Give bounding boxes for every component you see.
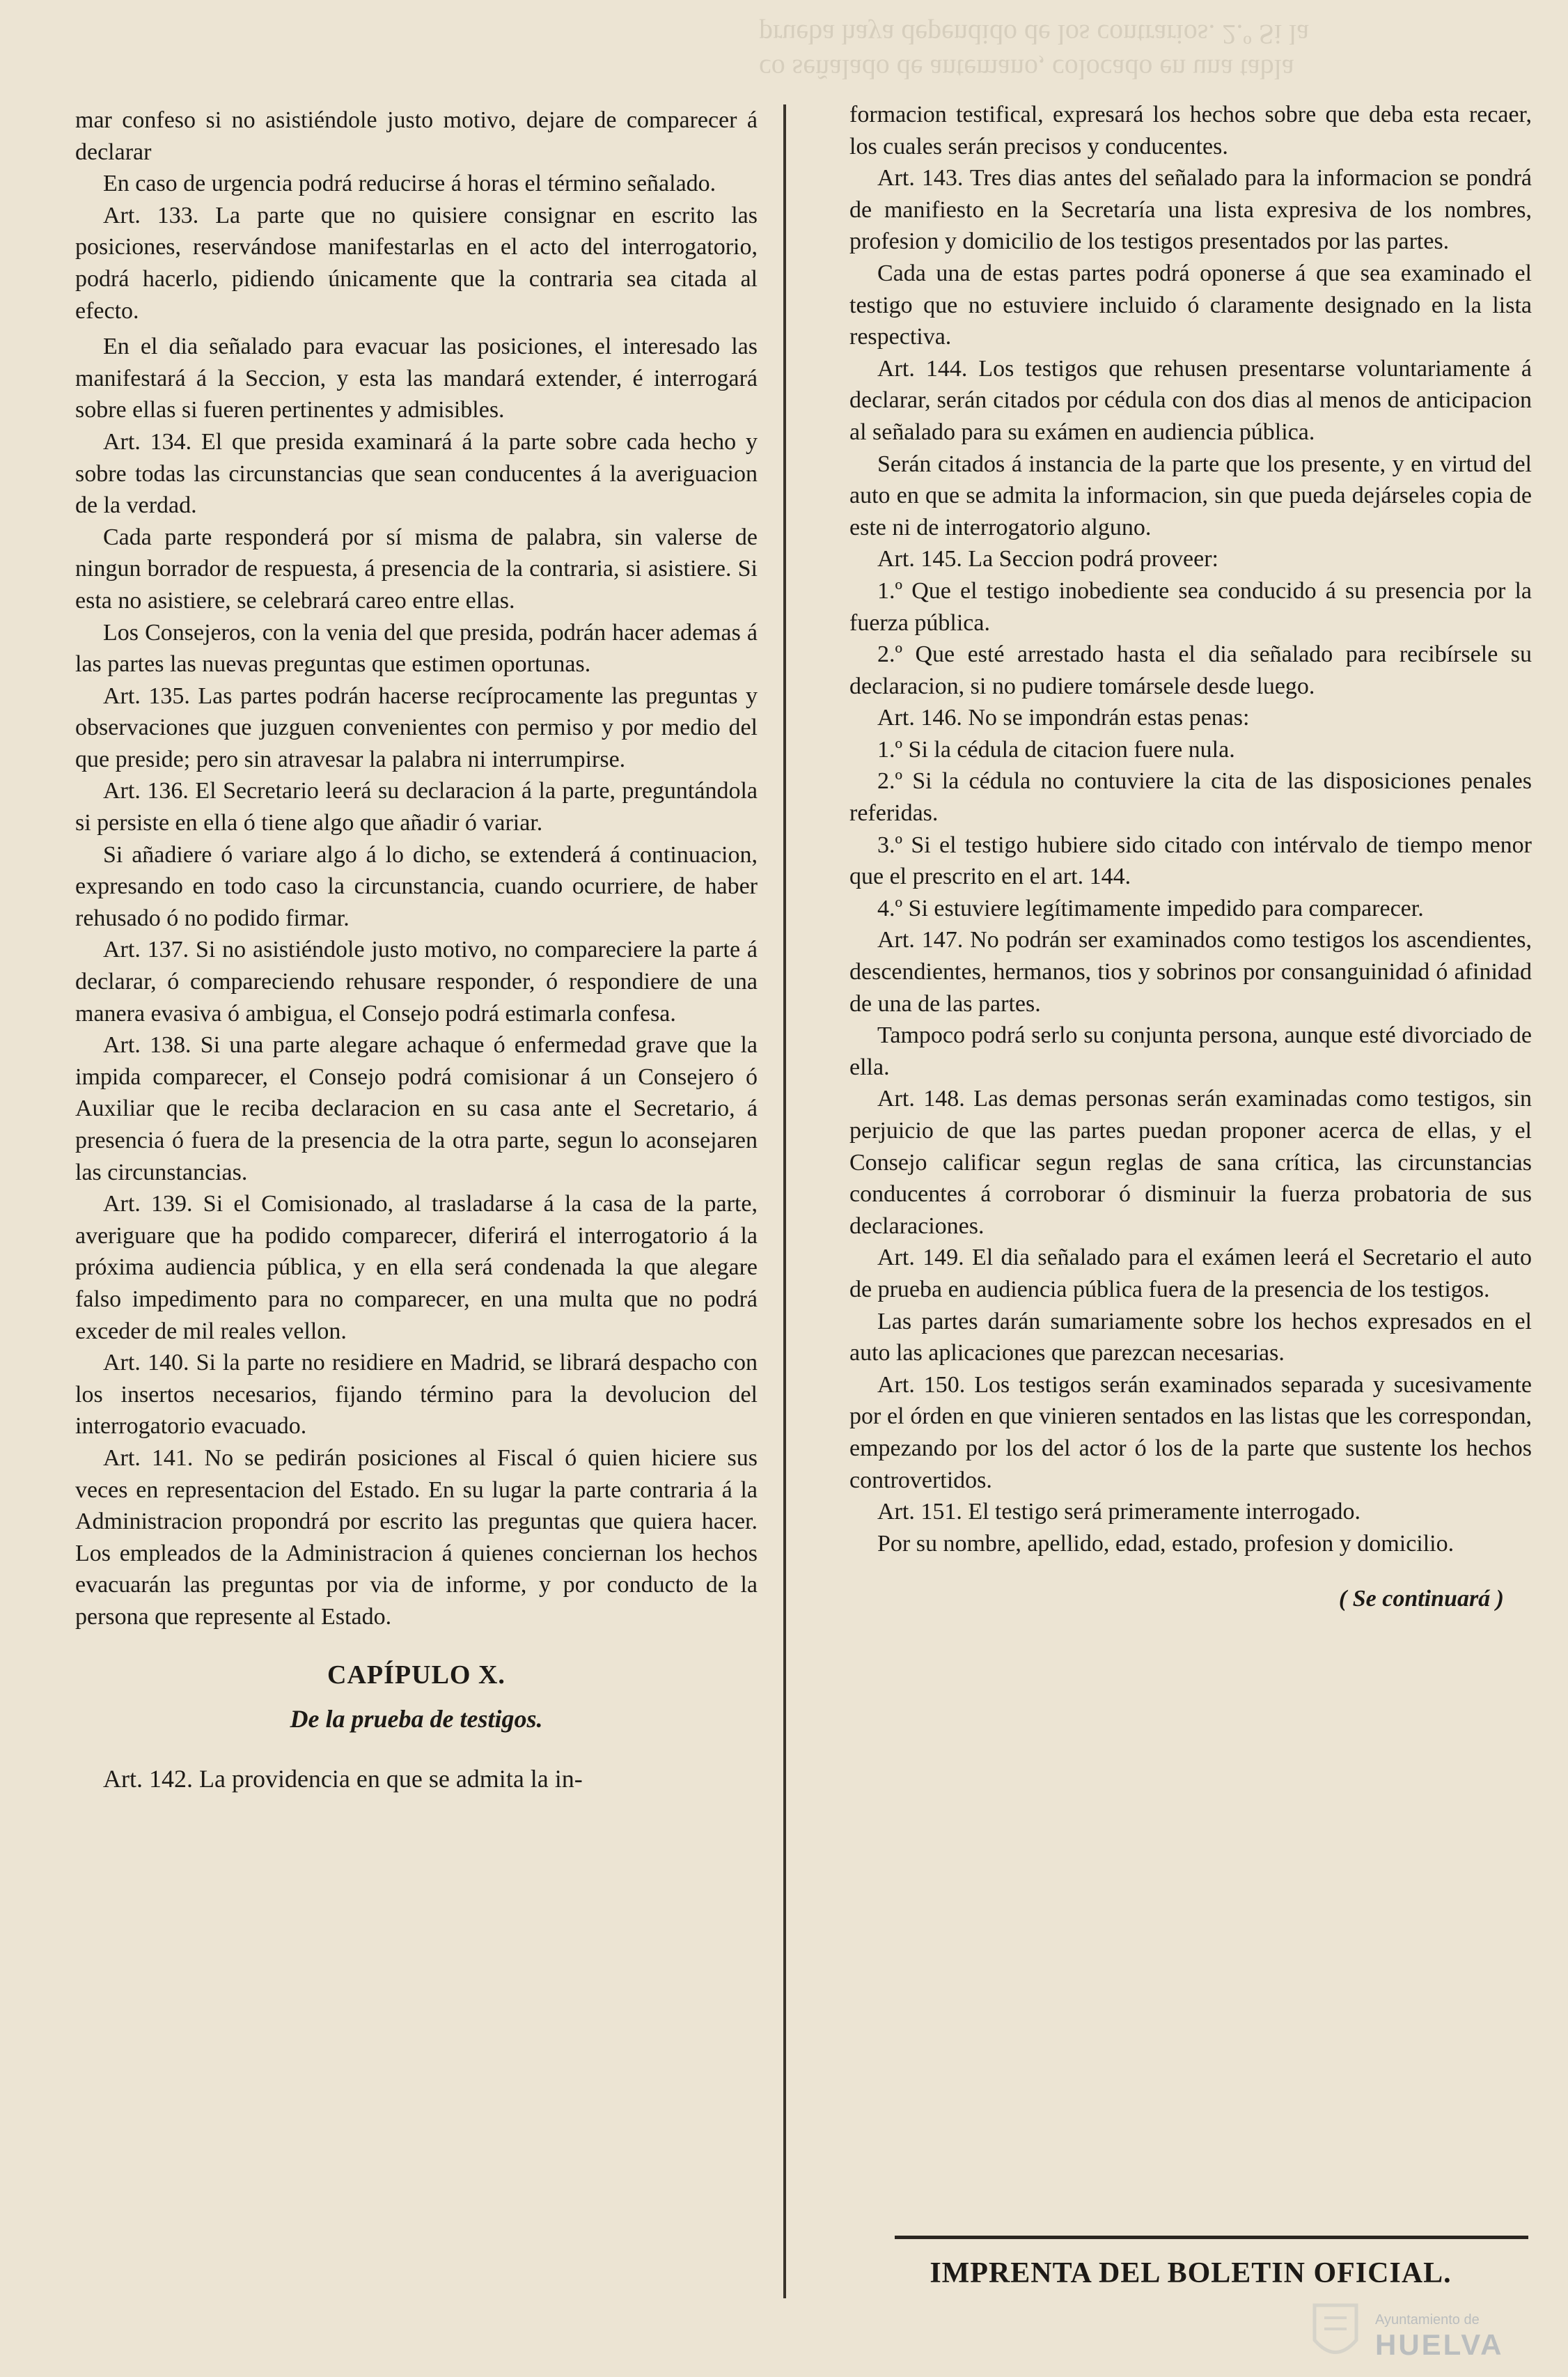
article-135: Art. 135. Las partes podrán hacerse recíprocamente las preguntas y observaciones que juzguen convenientes con permiso y por medio del que preside; pero sin atravesar la palabra ni interrumpirse. — [75, 683, 758, 772]
list-item: 2.º Si la cédula no contuviere la cita de las disposiciones penales referidas. — [849, 768, 1532, 827]
article-142-start: Art. 142. La providencia en que se admita la in- — [103, 1764, 583, 1793]
article-144: Art. 144. Los testigos que rehusen presentarse voluntariamente á declarar, serán citados por cédula con dos dias al menos de anticipacion al señalado para su exámen en audiencia pública. — [849, 355, 1532, 445]
paragraph: Por su nombre, apellido, edad, estado, profesion y domicilio. — [877, 1530, 1455, 1557]
list-item: 2.º Que esté arrestado hasta el dia señalado para recibírsele su declaracion, si no pudiere tomársele desde luego. — [849, 641, 1532, 699]
paragraph: formacion testifical, expresará los hechos sobre que deba esta recaer, los cuales serán precisos y conducentes. — [849, 102, 1532, 159]
paragraph: Cada una de estas partes podrá oponerse á que sea examinado el testigo que no estuviere incluido ó claramente designado en la lista respectiva. — [849, 260, 1532, 350]
article-147: Art. 147. No podrán ser examinados como testigos los ascendientes, descendientes, hermanos, tios y sobrinos por consanguinidad ó afinidad de una de las partes. — [849, 927, 1532, 1017]
list-item: 1.º Si la cédula de citacion fuere nula. — [877, 736, 1235, 763]
article-143: Art. 143. Tres dias antes del señalado para la informacion se pondrá de manifiesto en la Secretaría una lista expresiva de los nombres, profesion y domicilio de los testigos presentados por las partes. — [849, 165, 1532, 255]
article-141: Art. 141. No se pedirán posiciones al Fiscal ó quien hiciere sus veces en representacion del Estado. En su lugar la parte contraria á la Administracion propondrá por escrito las preguntas que quiera hacer. Los empleados de la Administracion á quienes conciernan los hechos evacuarán las preguntas por via de informe, y por conducto de la persona que represente al Estado. — [75, 1444, 758, 1630]
printer-imprint: IMPRENTA DEL BOLETIN OFICIAL. — [930, 2257, 1452, 2289]
paragraph: Tampoco podrá serlo su conjunta persona, aunque esté divorciado de ella. — [849, 1022, 1532, 1080]
article-139: Art. 139. Si el Comisionado, al trasladarse á la casa de la parte, averiguare que ha podido comparecer, diferirá el interrogatorio á la próxima audiencia pública, y en ella será condenada la que alegare falso impedimento para no comparecer, en una multa que no podrá exceder de mil reales vellon. — [75, 1191, 758, 1344]
paragraph: Las partes darán sumariamente sobre los hechos expresados en el auto las aplicaciones que parezcan necesarias. — [849, 1308, 1532, 1366]
article-145: Art. 145. La Seccion podrá proveer: — [877, 546, 1218, 572]
watermark-line: HUELVA — [1375, 2328, 1504, 2361]
watermark-line: Ayuntamiento de — [1375, 2312, 1480, 2328]
bleed-line: co señalado de antemano, colocado en una tabla — [759, 54, 1294, 85]
article-136: Art. 136. El Secretario leerá su declaracion á la parte, preguntándola si persiste en ella ó tiene algo que añadir ó variar. — [75, 778, 758, 836]
list-item: 3.º Si el testigo hubiere sido citado con intérvalo de tiempo menor que el prescrito en el art. 144. — [849, 832, 1532, 890]
article-134: Art. 134. El que presida examinará á la parte sobre cada hecho y sobre todas las circunstancias que sean conducentes á la averiguacion de la verdad. — [75, 428, 758, 519]
continuation-note: ( Se continuará ) — [1338, 1586, 1504, 1612]
left-column — [75, 104, 758, 1795]
footer-rule — [895, 2236, 1528, 2239]
article-148: Art. 148. Las demas personas serán examinadas como testigos, sin perjuicio de que las partes puedan proponer acerca de ellas, y el Consejo calificar segun reglas de sana crítica, las circunstancias conducentes á corroborar ó disminuir la fuerza probatoria de sus declaraciones. — [849, 1086, 1532, 1239]
paragraph: Los Consejeros, con la venia del que presida, podrán hacer ademas á las partes las nuevas preguntas que estimen oportunas. — [75, 619, 758, 678]
chapter-subtitle: De la prueba de testigos. — [290, 1705, 543, 1733]
article-137: Art. 137. Si no asistiéndole justo motivo, no compareciere la parte á declarar, ó compareciendo rehusare responder, ó respondiere de una manera evasiva ó ambigua, el Consejo podrá estimarla confesa. — [75, 937, 758, 1027]
paragraph: Si añadiere ó variare algo á lo dicho, se extenderá á continuacion, expresando en todo caso la circunstancia, cuando ocurriere, de haber rehusado ó no podido firmar. — [75, 841, 758, 931]
bleed-through-text — [759, 3, 1560, 86]
article-150: Art. 150. Los testigos serán examinados separada y sucesivamente por el órden en que vinieren sentados en las listas que les correspondan, empezando por los del actor ó los de la parte que sustente los hechos controvertidos. — [849, 1371, 1532, 1493]
article-151: Art. 151. El testigo será primeramente interrogado. — [877, 1499, 1361, 1525]
list-item: 4.º Si estuviere legítimamente impedido para comparecer. — [877, 895, 1424, 921]
list-item: 1.º Que el testigo inobediente sea conducido á su presencia por la fuerza pública. — [849, 577, 1532, 636]
chapter-title: CAPÍPULO X. — [327, 1660, 505, 1690]
bleed-line: prueba haya dependido de los contrarios. 2.º Si la — [759, 19, 1309, 50]
paragraph: En el dia señalado para evacuar las posiciones, el interesado las manifestará á la Seccion, y esta las mandará extender, é interrogará sobre ellas si fueren pertinentes y admisibles. — [75, 334, 758, 423]
paragraph: Serán citados á instancia de la parte que los presente, y en virtud del auto en que se admita la informacion, sin que pueda dejárseles copia de este ni de interrogatorio alguno. — [849, 451, 1532, 540]
column-divider — [783, 104, 786, 2298]
article-133: Art. 133. La parte que no quisiere consignar en escrito las posiciones, reservándose manifestarlas en el acto del interrogatorio, podrá hacerlo, pidiendo únicamente que la contraria sea citada al efecto. — [75, 202, 758, 324]
article-146: Art. 146. No se impondrán estas penas: — [877, 705, 1250, 731]
watermark-text — [1375, 2312, 1503, 2362]
paragraph: En caso de urgencia podrá reducirse á horas el término señalado. — [103, 171, 716, 197]
article-138: Art. 138. Si una parte alegare achaque ó enfermedad grave que la impida comparecer, el Consejo podrá comisionar á un Consejero ó Auxiliar que le reciba declaracion en su casa ante el Secretario, á presencia ó fuera de la presencia de la otra parte, segun lo aconsejaren las circunstancias. — [75, 1032, 758, 1185]
article-140: Art. 140. Si la parte no residiere en Madrid, se librará despacho con los insertos necesarios, fijando término para la devolucion del interrogatorio evacuado. — [75, 1350, 758, 1440]
article-149: Art. 149. El dia señalado para el exámen leerá el Secretario el auto de prueba en audiencia pública fuera de la presencia de los testigos. — [849, 1245, 1532, 1302]
paragraph: Cada parte responderá por sí misma de palabra, sin valerse de ningun borrador de respuesta, á presencia de la contraria, si asistiere. Si esta no asistiere, se celebrará careo entre ellas. — [75, 524, 758, 614]
right-column — [849, 99, 1532, 1615]
paragraph: mar confeso si no asistiéndole justo motivo, dejare de comparecer á declarar — [75, 107, 758, 165]
